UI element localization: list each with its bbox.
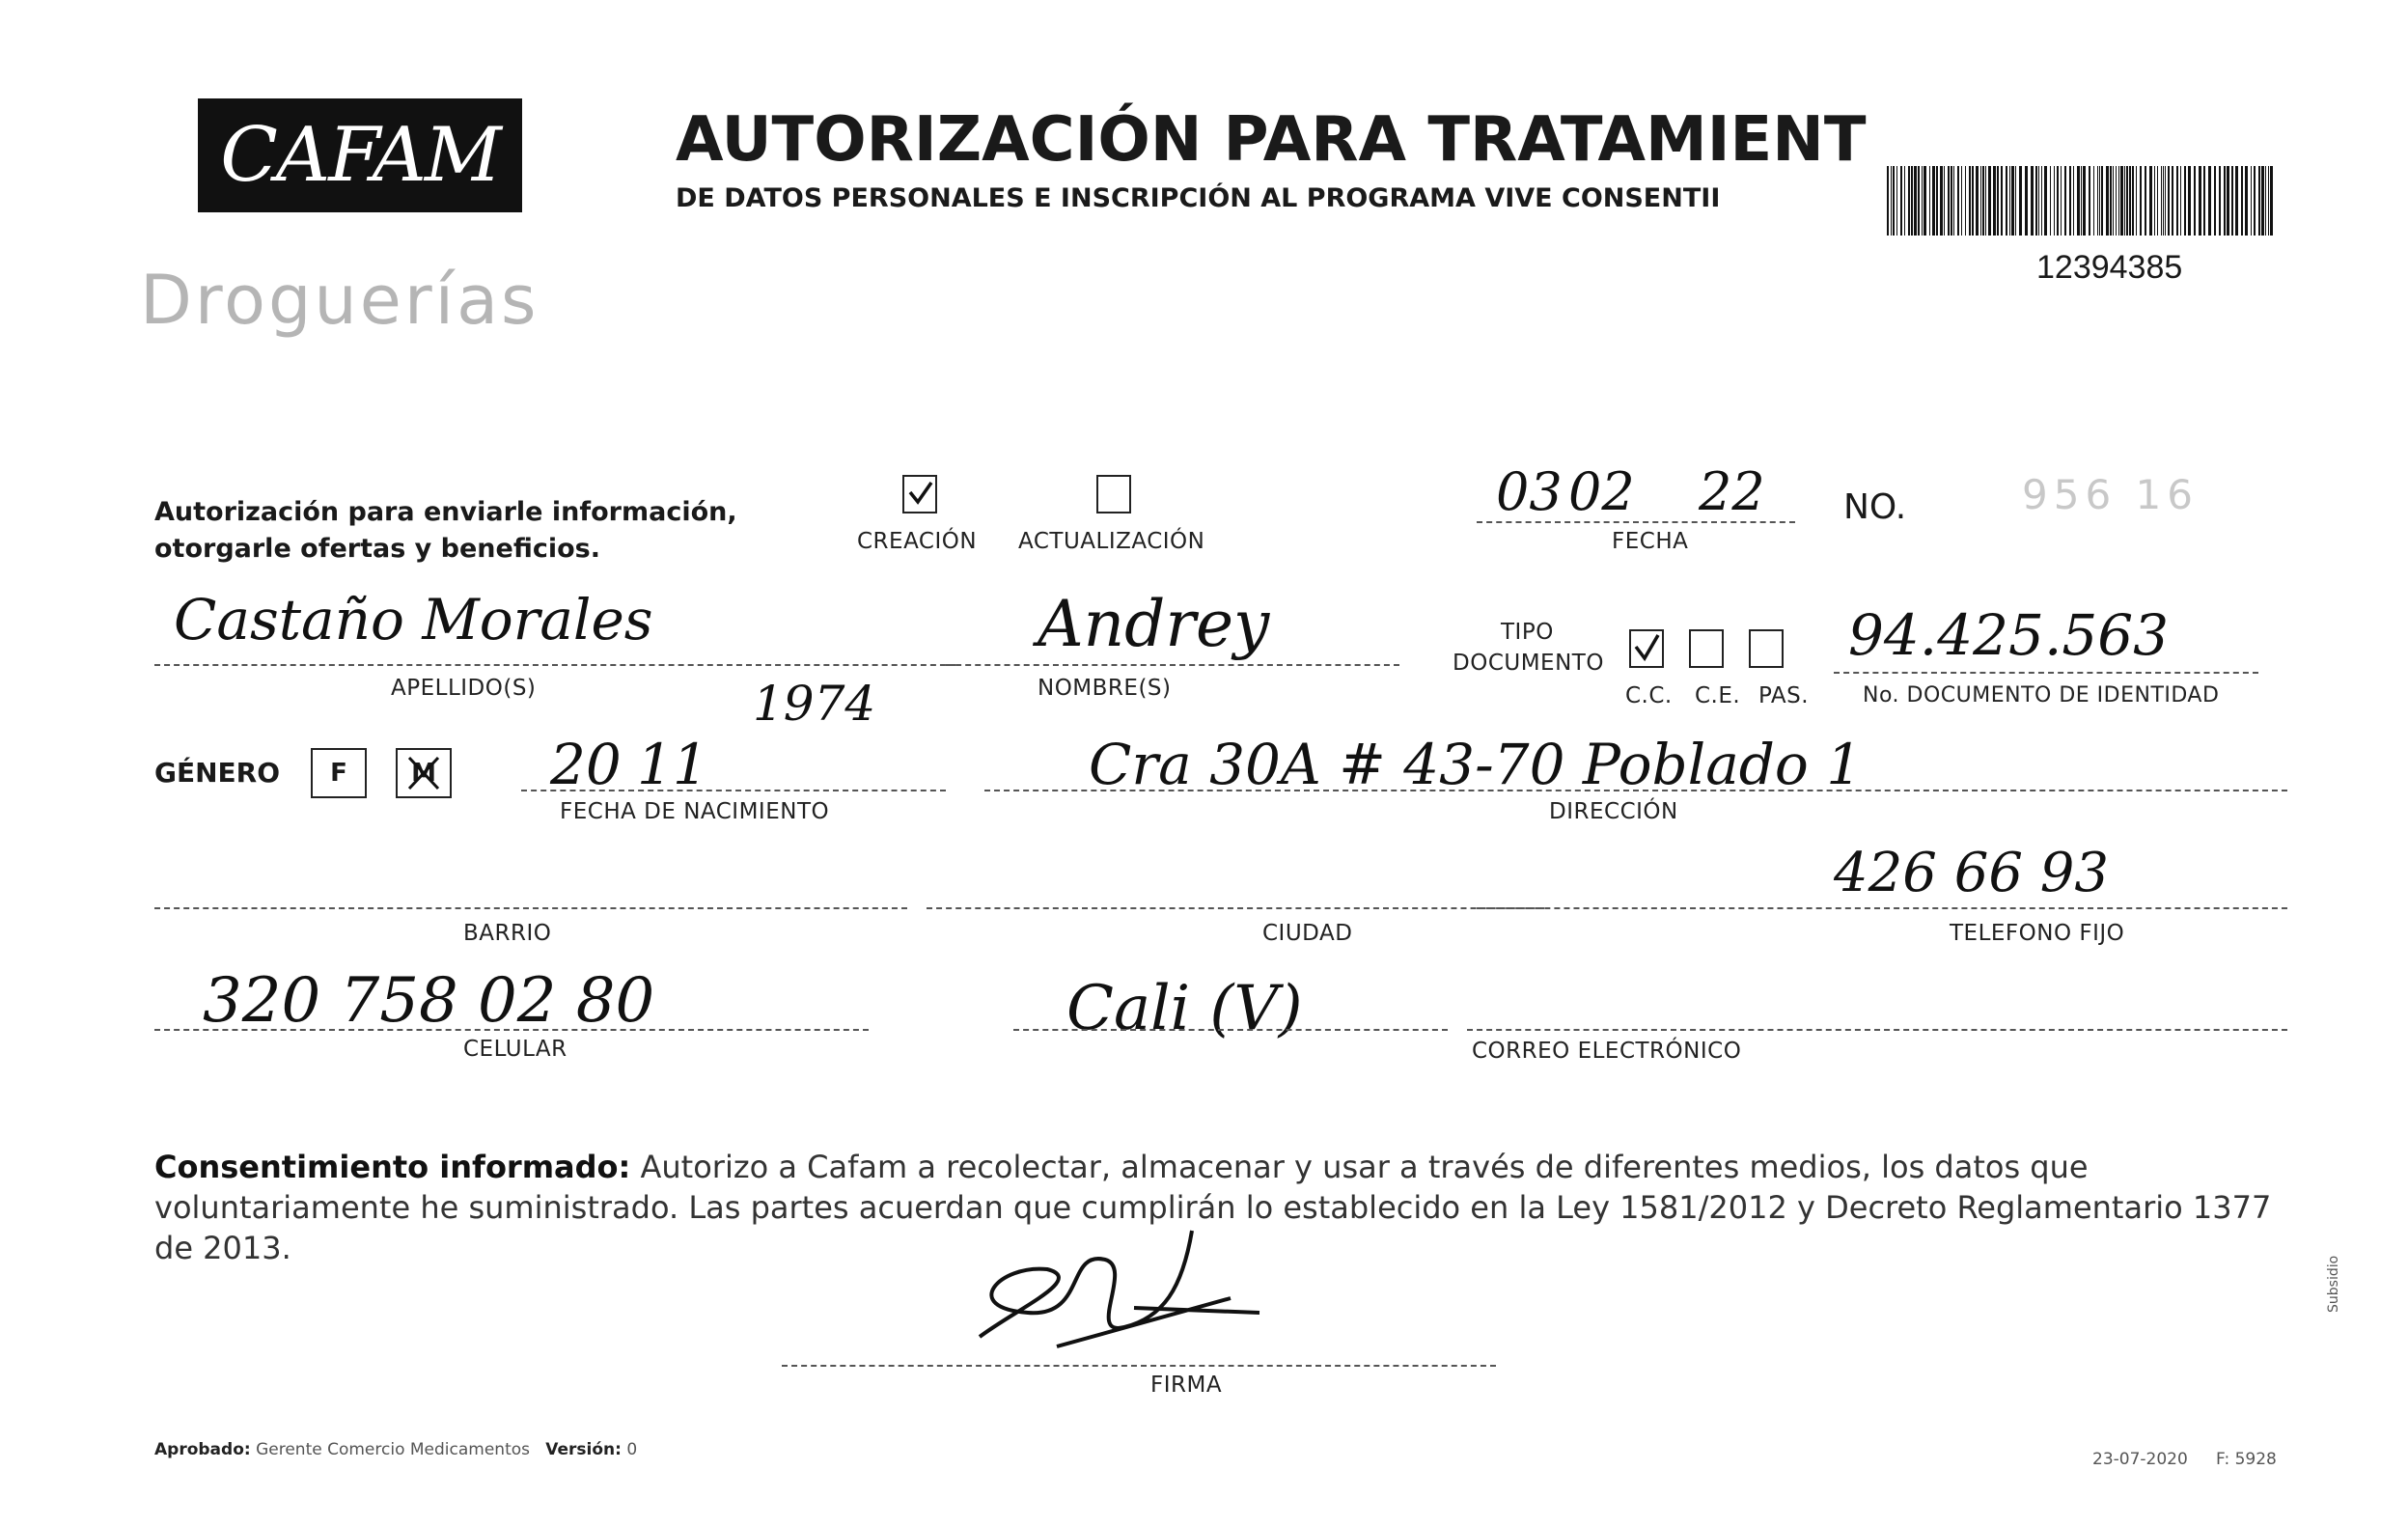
- fecha-line: [1477, 521, 1795, 523]
- fecha-day: 03: [1496, 461, 1563, 522]
- telefono-line: [1477, 907, 2287, 909]
- barcode-bar: [2231, 166, 2233, 236]
- ciudad2-value: Cali (V): [1066, 973, 1303, 1044]
- tipo-cc-checkbox[interactable]: [1629, 629, 1664, 668]
- ciudad2-line: [1013, 1029, 1448, 1031]
- barcode-bar: [2176, 166, 2178, 236]
- barcode-bar: [2081, 166, 2082, 236]
- ciudad-label: CIUDAD: [1262, 921, 1353, 946]
- barcode-bar: [1904, 166, 1905, 236]
- barcode-bar: [2073, 166, 2074, 236]
- tipo-label: TIPO: [1501, 620, 1554, 645]
- direccion-value: Cra 30A # 43-70 Poblado 1: [1089, 732, 1863, 797]
- barcode-bar: [2118, 166, 2119, 236]
- barcode-bar: [1985, 166, 1986, 236]
- barcode-bar: [2145, 166, 2146, 236]
- barcode-bar: [2165, 166, 2166, 236]
- barcode-bar: [2113, 166, 2114, 236]
- documento-value: 94.425.563: [1848, 602, 2170, 668]
- barcode-bar: [1980, 166, 1981, 236]
- barcode-bar: [2203, 166, 2205, 236]
- barcode-bar: [2224, 166, 2226, 236]
- barcode-bar: [2154, 166, 2155, 236]
- barcode-bar: [1997, 166, 1999, 236]
- actualizacion-checkbox[interactable]: [1096, 475, 1131, 513]
- tipo-cc-label: C.C.: [1625, 683, 1673, 708]
- no-label: NO.: [1843, 487, 1907, 527]
- barcode-bar: [2258, 166, 2260, 236]
- barcode-bar: [2199, 166, 2201, 236]
- documento-line: [1834, 672, 2258, 674]
- barcode-bar: [2254, 166, 2256, 236]
- apellidos-line: [154, 664, 955, 666]
- barcode-bar: [2110, 166, 2112, 236]
- nacimiento-day: 20: [550, 732, 622, 797]
- barcode-bar: [2140, 166, 2142, 236]
- barcode-bar: [2194, 166, 2196, 236]
- check-mark-icon: [1631, 631, 1662, 666]
- barcode-bar: [2038, 166, 2039, 236]
- actualizacion-label: ACTUALIZACIÓN: [1018, 529, 1205, 554]
- barcode-bar: [1911, 166, 1913, 236]
- direccion-line: [984, 790, 2287, 791]
- barcode-bar: [2188, 166, 2191, 236]
- barcode-bar: [2077, 166, 2080, 236]
- barcode-bar: [1929, 166, 1930, 236]
- barcode-bar: [2099, 166, 2100, 236]
- consent-text: Autorizo a Cafam a recolectar, almacenar y usar a través de diferentes medios, los datos que voluntariamente he suministrado. Las partes acuerdan que cumplirán lo establecido en la Ley 1581/2012 y Decreto Reglamentario 1377 de 2013.: [154, 1149, 2272, 1266]
- creacion-checkbox[interactable]: [902, 475, 937, 513]
- form-subtitle: DE DATOS PERSONALES E INSCRIPCIÓN AL PROGRAMA VIVE CONSENTII: [676, 183, 1721, 213]
- fecha-label: FECHA: [1612, 529, 1689, 554]
- barcode-bar: [2245, 166, 2248, 236]
- barcode-bar: [2061, 166, 2062, 236]
- apellidos-value: Castaño Morales: [174, 587, 653, 652]
- barcode-bar: [2241, 166, 2243, 236]
- barcode-bar: [1957, 166, 1959, 236]
- barcode-bar: [2083, 166, 2086, 236]
- genero-m-checkbox[interactable]: M: [396, 748, 452, 798]
- barcode-bar: [2227, 166, 2229, 236]
- barcode-bar: [1951, 166, 1952, 236]
- barcode-bar: [1914, 166, 1917, 236]
- barcode-bar: [1908, 166, 1910, 236]
- ciudad-line: [927, 907, 1544, 909]
- barcode-bar: [1948, 166, 1950, 236]
- tipo-pas-label: PAS.: [1758, 683, 1810, 708]
- barcode-bar: [2180, 166, 2181, 236]
- barcode-bar: [1896, 166, 1897, 236]
- side-vertical-text: Subsidio: [2326, 1255, 2341, 1313]
- apellidos-label: APELLIDO(S): [391, 676, 537, 701]
- barcode-bar: [1893, 166, 1895, 236]
- genero-label: GÉNERO: [154, 757, 281, 789]
- barcode-bar: [2057, 166, 2059, 236]
- footer-approval: Aprobado: Gerente Comercio Medicamentos Versión: 0: [154, 1440, 638, 1459]
- nacimiento-month: 11: [637, 732, 708, 797]
- authorization-text: Autorización para enviarle información, otorgarle ofertas y beneficios.: [154, 497, 737, 564]
- barcode-bar: [2208, 166, 2211, 236]
- barcode-bar: [2001, 166, 2003, 236]
- footer-date: 23-07-2020: [2092, 1450, 2188, 1469]
- barcode-bar: [2184, 166, 2186, 236]
- barcode-bar: [2116, 166, 2117, 236]
- barcode-bar: [2015, 166, 2016, 236]
- nombres-line: [946, 664, 1399, 666]
- tipo-ce-checkbox[interactable]: [1689, 629, 1724, 668]
- barcode-bar: [1922, 166, 1923, 236]
- tipo-ce-label: C.E.: [1695, 683, 1741, 708]
- barcode-bar: [2126, 166, 2128, 236]
- form-title: AUTORIZACIÓN PARA TRATAMIENT: [676, 104, 1867, 176]
- documento-label: DOCUMENTO: [1453, 651, 1604, 676]
- barcode-bar: [2132, 166, 2134, 236]
- barcode-bar: [2064, 166, 2066, 236]
- barcode-bar: [1972, 166, 1974, 236]
- check-mark-icon: [904, 477, 935, 512]
- barcode-bar: [2025, 166, 2028, 236]
- correo-label: CORREO ELECTRÓNICO: [1472, 1039, 1742, 1064]
- no-value: 956 16: [2022, 471, 2199, 518]
- barcode-bar: [1900, 166, 1902, 236]
- barcode-bar: [2235, 166, 2238, 236]
- barcode-bar: [2006, 166, 2007, 236]
- barcode-bar: [2268, 166, 2269, 236]
- barrio-line: [154, 907, 907, 909]
- barcode-bar: [2069, 166, 2071, 236]
- barcode-bar: [2157, 166, 2158, 236]
- barcode-bar: [2129, 166, 2131, 236]
- signature-icon: [941, 1221, 1269, 1375]
- barcode-bar: [1961, 166, 1962, 236]
- barcode-bar: [1953, 166, 1954, 236]
- tipo-pas-checkbox[interactable]: [1749, 629, 1784, 668]
- barcode-bar: [2149, 166, 2152, 236]
- barcode-bar: [1940, 166, 1943, 236]
- correo-line: [1467, 1029, 2287, 1031]
- barcode-bar: [2161, 166, 2162, 236]
- barcode-bar: [2054, 166, 2055, 236]
- barcode-bar: [1887, 166, 1889, 236]
- barcode-bar: [1969, 166, 1971, 236]
- barcode-bar: [2261, 166, 2264, 236]
- nombres-value: Andrey: [1038, 587, 1270, 661]
- nacimiento-year: 1974: [753, 676, 876, 732]
- barcode-bar: [1988, 166, 1991, 236]
- barcode-bar: [1982, 166, 1984, 236]
- drogerias-logo-text: Droguerías: [140, 261, 540, 340]
- barcode-bar: [2136, 166, 2137, 236]
- barcode-bar: [2009, 166, 2010, 236]
- barcode-bar: [1932, 166, 1935, 236]
- barcode-bar: [1891, 166, 1892, 236]
- barcode-bar: [2163, 166, 2164, 236]
- barcode-number: 12394385: [2036, 249, 2183, 286]
- barcode-bar: [1965, 166, 1966, 236]
- barcode-bar: [2106, 166, 2109, 236]
- barcode-bar: [2089, 166, 2090, 236]
- fecha-month: 02: [1568, 461, 1635, 522]
- barcode-bar: [2251, 166, 2252, 236]
- barcode-icon: [1887, 166, 2273, 236]
- barcode-bar: [2214, 166, 2216, 236]
- footer-form-code: F: 5928: [2216, 1450, 2277, 1469]
- barcode-bar: [2093, 166, 2094, 236]
- nombres-label: NOMBRE(S): [1038, 676, 1172, 701]
- barcode-bar: [1936, 166, 1938, 236]
- creacion-label: CREACIÓN: [857, 529, 978, 554]
- barcode-bar: [2041, 166, 2042, 236]
- barcode-bar: [2270, 166, 2273, 236]
- barcode-bar: [2168, 166, 2170, 236]
- nacimiento-label: FECHA DE NACIMIENTO: [560, 799, 830, 824]
- barcode-bar: [2265, 166, 2266, 236]
- barcode-bar: [1944, 166, 1945, 236]
- firma-line: [782, 1365, 1496, 1367]
- barcode-bar: [2124, 166, 2125, 236]
- cross-mark-icon: [405, 754, 444, 792]
- barcode-bar: [2101, 166, 2103, 236]
- barcode-bar: [1976, 166, 1979, 236]
- telefono-label: TELEFONO FIJO: [1950, 921, 2125, 946]
- cafam-logo: CAFAM: [198, 98, 522, 212]
- barcode-bar: [2044, 166, 2047, 236]
- barcode-bar: [2019, 166, 2022, 236]
- nacimiento-line: [521, 790, 946, 791]
- barcode-bar: [1918, 166, 1920, 236]
- telefono-value: 426 66 93: [1834, 842, 2110, 904]
- direccion-label: DIRECCIÓN: [1549, 799, 1678, 824]
- barcode-bar: [2097, 166, 2098, 236]
- firma-label: FIRMA: [1150, 1373, 1223, 1398]
- celular-label: CELULAR: [463, 1037, 567, 1062]
- barcode-bar: [2035, 166, 2037, 236]
- barcode-bar: [1924, 166, 1926, 236]
- barcode-bar: [2172, 166, 2173, 236]
- barcode-bar: [2050, 166, 2051, 236]
- celular-line: [154, 1029, 869, 1031]
- barcode-bar: [2120, 166, 2123, 236]
- celular-value: 320 758 02 80: [203, 965, 655, 1037]
- fecha-year: 22: [1699, 461, 1765, 522]
- barcode-bar: [2011, 166, 2014, 236]
- consent-title: Consentimiento informado:: [154, 1149, 631, 1185]
- documento-label-text: No. DOCUMENTO DE IDENTIDAD: [1863, 683, 2220, 708]
- barcode-bar: [1993, 166, 1996, 236]
- barcode-bar: [2219, 166, 2221, 236]
- barcode-bar: [2031, 166, 2034, 236]
- barrio-label: BARRIO: [463, 921, 552, 946]
- genero-f-checkbox[interactable]: F: [311, 748, 367, 798]
